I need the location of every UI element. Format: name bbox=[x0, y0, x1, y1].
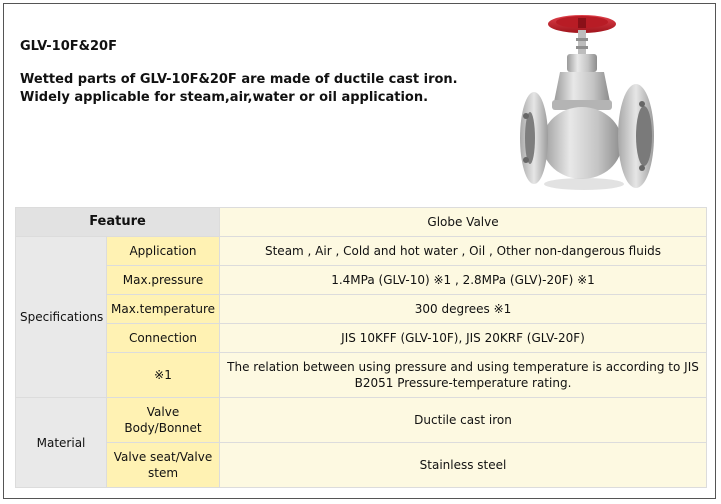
material-label: Valve seat/Valve stem bbox=[107, 443, 220, 488]
material-group-label: Material bbox=[16, 398, 107, 488]
spec-label: ※1 bbox=[107, 353, 220, 398]
spec-value: JIS 10KFF (GLV-10F), JIS 20KRF (GLV-20F) bbox=[220, 324, 707, 353]
description-line-2: Widely applicable for steam,air,water or oil application. bbox=[20, 90, 429, 105]
spec-label: Application bbox=[107, 237, 220, 266]
spec-value: The relation between using pressure and using temperature is according to JIS B2051 Pressure-temperature rating. bbox=[220, 353, 707, 398]
material-value: Stainless steel bbox=[220, 443, 707, 488]
product-title: GLV-10F&20F bbox=[20, 39, 117, 54]
material-label: Valve Body/Bonnet bbox=[107, 398, 220, 443]
table-row bbox=[16, 237, 707, 266]
table-row bbox=[16, 295, 707, 324]
feature-value: Globe Valve bbox=[220, 208, 707, 237]
table-row bbox=[16, 266, 707, 295]
spec-value: 1.4MPa (GLV-10) ※1 , 2.8MPa (GLV)-20F) ※1 bbox=[220, 266, 707, 295]
spec-label: Connection bbox=[107, 324, 220, 353]
feature-header: Feature bbox=[16, 208, 220, 237]
globe-valve-image bbox=[512, 8, 672, 198]
table-row bbox=[16, 324, 707, 353]
spec-value: 300 degrees ※1 bbox=[220, 295, 707, 324]
table-row bbox=[16, 208, 707, 237]
spec-label: Max.pressure bbox=[107, 266, 220, 295]
description-line-1: Wetted parts of GLV-10F&20F are made of ductile cast iron. bbox=[20, 72, 458, 87]
table-row bbox=[16, 398, 707, 443]
specification-table bbox=[15, 207, 707, 488]
table-row bbox=[16, 443, 707, 488]
material-value: Ductile cast iron bbox=[220, 398, 707, 443]
table-row bbox=[16, 353, 707, 398]
product-description bbox=[20, 71, 458, 107]
spec-value: Steam , Air , Cold and hot water , Oil , Other non-dangerous fluids bbox=[220, 237, 707, 266]
spec-label: Max.temperature bbox=[107, 295, 220, 324]
specifications-group-label: Specifications bbox=[16, 237, 107, 398]
